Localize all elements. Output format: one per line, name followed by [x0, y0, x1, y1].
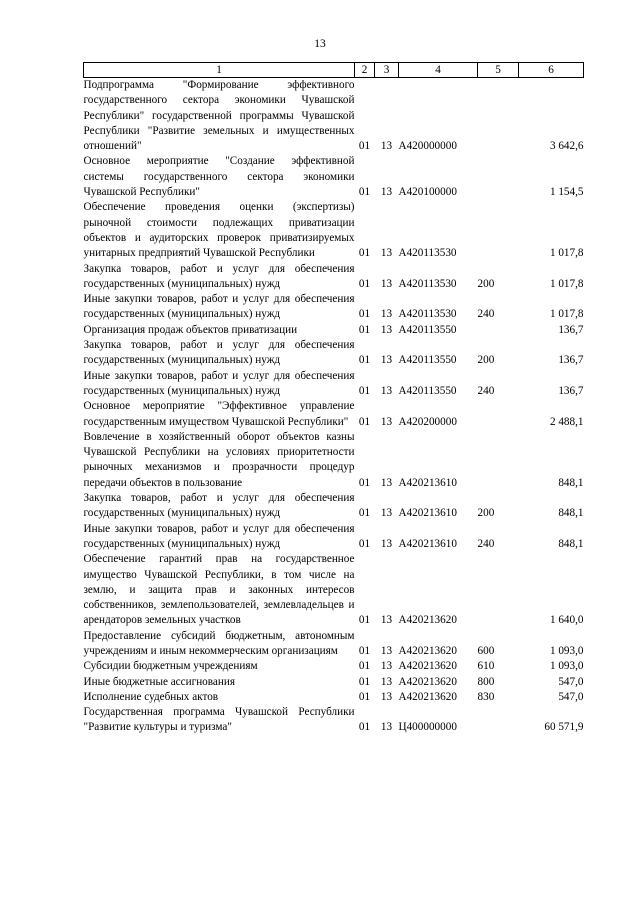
- row-code: А420113550: [398, 384, 457, 397]
- table-row: [84, 338, 584, 369]
- row-subsection: 13: [380, 308, 393, 321]
- row-section: 01: [358, 186, 371, 199]
- table-row: [84, 659, 584, 674]
- table-row: [84, 323, 584, 338]
- row-name: Иные закупки товаров, работ и услуг для обеспечения государственных (муниципальных) нужд: [83, 369, 355, 397]
- row-type: [478, 154, 519, 200]
- row-amount: 1 093,0: [549, 660, 584, 673]
- row-type: [478, 705, 519, 736]
- row-type: [478, 430, 519, 491]
- table-row: [84, 78, 584, 155]
- row-subsection: 13: [380, 690, 393, 703]
- row-name: Основное мероприятие "Эффективное управление государственным имуществом Чувашской Республики": [83, 400, 355, 428]
- row-type: [478, 78, 519, 155]
- row-name: Государственная программа Чувашской Республики "Развитие культуры и туризма": [83, 706, 355, 734]
- row-subsection: 13: [380, 660, 393, 673]
- row-section: 01: [358, 644, 371, 657]
- table-row: [84, 430, 584, 491]
- row-subsection: 13: [380, 476, 393, 489]
- table-row: [84, 629, 584, 660]
- row-type: 830: [477, 690, 495, 703]
- row-section: 01: [358, 415, 371, 428]
- header-col-section: 2: [355, 63, 375, 78]
- row-type: [478, 323, 519, 338]
- row-amount: 2 488,1: [549, 415, 584, 428]
- row-type: 800: [477, 675, 495, 688]
- row-type: 240: [477, 308, 495, 321]
- row-name: Иные закупки товаров, работ и услуг для обеспечения государственных (муниципальных) нужд: [83, 522, 355, 550]
- row-code: А420213620: [398, 644, 457, 657]
- table-row: [84, 154, 584, 200]
- row-name: Основное мероприятие "Создание эффективной системы государственного сектора экономики Чувашской Республики": [83, 155, 355, 199]
- row-type: [478, 200, 519, 261]
- row-amount: 1 017,8: [549, 247, 584, 260]
- row-section: 01: [358, 476, 371, 489]
- row-name: Обеспечение гарантий прав на государственное имущество Чувашской Республики, в том числе на землю, и защита прав и законных интересов собственников, землепользователей, землевладельцев и арендаторов земельных участков: [83, 553, 355, 627]
- table-row: [84, 690, 584, 705]
- row-subsection: 13: [380, 537, 393, 550]
- row-type: [478, 399, 519, 430]
- row-type: 240: [477, 537, 495, 550]
- row-code: А420113550: [398, 323, 457, 336]
- row-code: А420113550: [398, 354, 457, 367]
- row-code: А420213610: [398, 507, 457, 520]
- row-code: А420213620: [398, 675, 457, 688]
- row-subsection: 13: [380, 644, 393, 657]
- row-amount: 136,7: [558, 354, 584, 367]
- row-amount: 136,7: [558, 323, 584, 336]
- row-amount: 136,7: [558, 384, 584, 397]
- row-name: Предоставление субсидий бюджетным, автономным учреждениям и иным некоммерческим организациям: [83, 629, 355, 657]
- row-section: 01: [358, 384, 371, 397]
- header-col-type: 5: [478, 63, 519, 78]
- row-code: А420000000: [398, 140, 457, 153]
- row-section: 01: [358, 140, 371, 153]
- row-section: 01: [358, 277, 371, 290]
- row-code: А420213620: [398, 614, 457, 627]
- row-subsection: 13: [380, 354, 393, 367]
- row-section: 01: [358, 308, 371, 321]
- table-row: [84, 262, 584, 293]
- header-row: [84, 63, 584, 78]
- row-code: А420113530: [398, 308, 457, 321]
- row-subsection: 13: [380, 675, 393, 688]
- table-row: [84, 292, 584, 323]
- row-section: 01: [358, 721, 371, 734]
- row-subsection: 13: [380, 507, 393, 520]
- row-amount: 848,1: [558, 476, 584, 489]
- row-amount: 3 642,6: [549, 140, 584, 153]
- header-col-code: 4: [399, 63, 478, 78]
- table-row: [84, 675, 584, 690]
- header-col-subsection: 3: [375, 63, 399, 78]
- row-name: Закупка товаров, работ и услуг для обеспечения государственных (муниципальных) нужд: [83, 262, 355, 290]
- row-code: А420213610: [398, 476, 457, 489]
- row-name: Закупка товаров, работ и услуг для обеспечения государственных (муниципальных) нужд: [83, 339, 355, 367]
- row-name: Организация продаж объектов приватизации: [83, 323, 298, 336]
- row-section: 01: [358, 675, 371, 688]
- row-subsection: 13: [380, 721, 393, 734]
- row-name: Субсидии бюджетным учреждениям: [83, 660, 258, 673]
- page-number: 13: [314, 38, 326, 50]
- row-code: А420213620: [398, 690, 457, 703]
- table-row: [84, 369, 584, 400]
- row-subsection: 13: [380, 415, 393, 428]
- row-section: 01: [358, 660, 371, 673]
- row-code: Ц400000000: [398, 721, 457, 734]
- row-amount: 1 093,0: [549, 644, 584, 657]
- row-code: А420100000: [398, 186, 457, 199]
- table-row: [84, 705, 584, 736]
- header-col-amount: 6: [519, 63, 584, 78]
- row-amount: 848,1: [558, 507, 584, 520]
- row-section: 01: [358, 247, 371, 260]
- row-type: 610: [477, 660, 495, 673]
- row-subsection: 13: [380, 323, 393, 336]
- row-section: 01: [358, 537, 371, 550]
- row-section: 01: [358, 507, 371, 520]
- row-name: Закупка товаров, работ и услуг для обеспечения государственных (муниципальных) нужд: [83, 492, 355, 520]
- table-row: [84, 200, 584, 261]
- table-row: [84, 522, 584, 553]
- row-amount: 547,0: [558, 690, 584, 703]
- row-amount: 1 640,0: [549, 614, 584, 627]
- row-amount: 60 571,9: [544, 721, 584, 734]
- row-type: 240: [477, 384, 495, 397]
- row-amount: 547,0: [558, 675, 584, 688]
- row-name: Подпрограмма "Формирование эффективного государственного сектора экономики Чувашской Республики" государственной программы Чувашской Республики "Развитие земельных и имущественных отношений": [83, 79, 355, 153]
- row-type: 200: [477, 507, 495, 520]
- budget-table: [83, 62, 584, 736]
- row-type: 600: [477, 644, 495, 657]
- row-code: А420213610: [398, 537, 457, 550]
- row-type: 200: [477, 277, 495, 290]
- row-name: Иные бюджетные ассигнования: [83, 675, 235, 688]
- row-amount: 1 017,8: [549, 277, 584, 290]
- row-amount: 1 154,5: [549, 186, 584, 199]
- row-amount: 1 017,8: [549, 308, 584, 321]
- header-col-name: 1: [84, 63, 355, 78]
- row-section: 01: [358, 614, 371, 627]
- table-row: [84, 399, 584, 430]
- row-type: [478, 552, 519, 628]
- row-type: 200: [477, 354, 495, 367]
- row-section: 01: [358, 323, 371, 336]
- row-name: Иные закупки товаров, работ и услуг для обеспечения государственных (муниципальных) нужд: [83, 293, 355, 321]
- row-name: Исполнение судебных актов: [83, 690, 219, 703]
- row-subsection: 13: [380, 186, 393, 199]
- row-subsection: 13: [380, 277, 393, 290]
- table-row: [84, 552, 584, 628]
- row-section: 01: [358, 354, 371, 367]
- row-subsection: 13: [380, 140, 393, 153]
- row-name: Вовлечение в хозяйственный оборот объектов казны Чувашской Республики на условиях приоритетности рыночных механизмов и прозрачности процедур передачи объектов в пользование: [83, 430, 355, 489]
- table-row: [84, 491, 584, 522]
- row-code: А420113530: [398, 247, 457, 260]
- row-subsection: 13: [380, 247, 393, 260]
- row-section: 01: [358, 690, 371, 703]
- row-code: А420213620: [398, 660, 457, 673]
- row-code: А420200000: [398, 415, 457, 428]
- row-name: Обеспечение проведения оценки (экспертизы) рыночной стоимости подлежащих приватизации объектов и аудиторских проверок приватизируемых унитарных предприятий Чувашской Республики: [83, 201, 355, 260]
- row-code: А420113530: [398, 277, 457, 290]
- row-subsection: 13: [380, 614, 393, 627]
- row-amount: 848,1: [558, 537, 584, 550]
- row-subsection: 13: [380, 384, 393, 397]
